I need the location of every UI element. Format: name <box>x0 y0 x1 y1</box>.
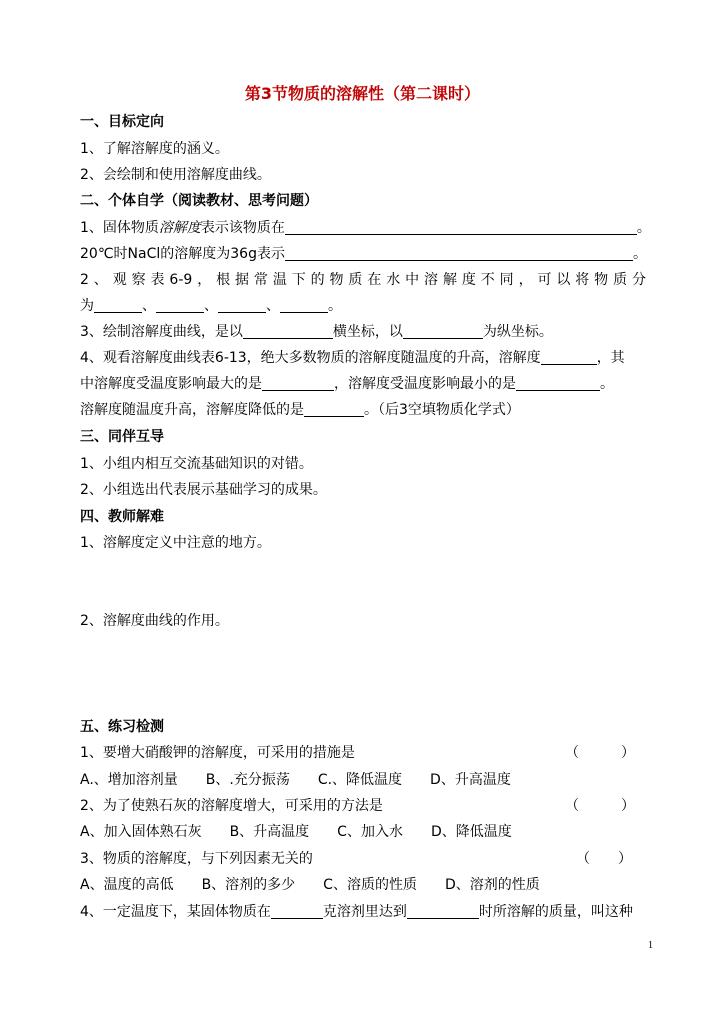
q4-line2-a: 中溶解度受温度影响最大的是 <box>80 376 262 392</box>
q3-mid: 横坐标，以 <box>332 324 403 340</box>
s2-q2-line2 <box>80 296 342 316</box>
q1-term: 溶解度 <box>158 220 201 236</box>
q2-sep-1: 、 <box>142 298 156 314</box>
s4-item-2: 2、溶解度曲线的作用。 <box>80 613 229 629</box>
s1-item-2: 2、会绘制和使用溶解度曲线。 <box>80 167 271 183</box>
q2-period: 。 <box>328 298 342 314</box>
q2-sep-2: 、 <box>204 298 218 314</box>
q2-prefix: 为 <box>80 298 94 314</box>
q4-line3-note: 。（后3空填物质化学式） <box>364 402 520 418</box>
blank-q1-definition[interactable] <box>285 219 637 235</box>
q4-prefix: 4、观看溶解度曲线表6-13，绝大多数物质的溶解度随温度的升高，溶解度 <box>80 350 541 366</box>
page-number: 1 <box>648 940 653 951</box>
section-2-heading: 二、个体自学（阅读教材、思考问题） <box>80 193 318 209</box>
blank-q1-nacl[interactable] <box>285 245 633 261</box>
blank-s5-q4-2[interactable] <box>407 903 479 919</box>
blank-q2-1[interactable] <box>94 297 142 313</box>
s3-item-1: 1、小组内相互交流基础知识的对错。 <box>80 456 313 472</box>
q4-line2-b: ，溶解度受温度影响最小的是 <box>334 376 516 392</box>
s5-q1-options: A.、增加溶剂量 B、.充分振荡 C.、降低温度 D、升高温度 <box>80 772 511 788</box>
blank-q4-4[interactable] <box>304 401 364 417</box>
s5-q3: 3、物质的溶解度，与下列因素无关的 <box>80 851 313 867</box>
s5-q3-answer-bracket[interactable]: （ ） <box>576 851 632 867</box>
page-title: 第3节物质的溶解性（第二课时） <box>244 84 481 103</box>
s4-item-1: 1、溶解度定义中注意的地方。 <box>80 535 271 551</box>
blank-q2-2[interactable] <box>156 297 204 313</box>
blank-q3-x[interactable] <box>243 323 333 339</box>
s2-q1-line1 <box>80 218 651 238</box>
q1-mid: 表示该物质在 <box>200 220 285 236</box>
blank-q4-2[interactable] <box>262 375 334 391</box>
s5-q4 <box>80 902 633 922</box>
q3-prefix: 3、绘制溶解度曲线，是以 <box>80 324 243 340</box>
q1-nacl-text: 20℃时NaCl的溶解度为36g表示 <box>80 246 285 262</box>
section-5-heading: 五、练习检测 <box>80 719 164 735</box>
s5-q4-tail: 时所溶解的质量，叫这种 <box>478 904 633 920</box>
s5-q4-mid: 克溶剂里达到 <box>322 904 407 920</box>
s5-q1-answer-bracket[interactable]: （ ） <box>565 745 635 761</box>
s5-q2-answer-bracket[interactable]: （ ） <box>565 798 635 814</box>
s2-q3 <box>80 322 553 342</box>
blank-q4-3[interactable] <box>516 375 600 391</box>
s2-q4-line1 <box>80 348 625 368</box>
s2-q1-line2 <box>80 244 647 264</box>
s2-q4-line3 <box>80 400 520 420</box>
s5-q1: 1、要增大硝酸钾的溶解度，可采用的措施是 <box>80 745 355 761</box>
s3-item-2: 2、小组选出代表展示基础学习的成果。 <box>80 482 327 498</box>
s2-q4-line2 <box>80 374 614 394</box>
blank-q2-3[interactable] <box>218 297 266 313</box>
blank-q4-1[interactable] <box>541 349 597 365</box>
s1-item-1: 1、了解溶解度的涵义。 <box>80 141 229 157</box>
s5-q2: 2、为了使熟石灰的溶解度增大，可采用的方法是 <box>80 798 383 814</box>
q3-suffix: 为纵坐标。 <box>482 324 553 340</box>
q1-nacl-period: 。 <box>632 246 647 262</box>
q1-prefix: 1、固体物质 <box>80 220 159 236</box>
blank-q2-4[interactable] <box>280 297 328 313</box>
q4-tail: ，其 <box>596 350 625 366</box>
section-1-heading: 一、目标定向 <box>80 114 164 130</box>
blank-s5-q4-1[interactable] <box>271 903 323 919</box>
blank-q3-y[interactable] <box>403 323 483 339</box>
q2-sep-3: 、 <box>266 298 280 314</box>
q4-line2-end: 。 <box>600 376 614 392</box>
s5-q2-options: A、加入固体熟石灰 B、升高温度 C、加入水 D、降低温度 <box>80 824 512 840</box>
q4-line3-a: 溶解度随温度升高，溶解度降低的是 <box>80 402 304 418</box>
q1-period: 。 <box>636 220 651 236</box>
s5-q3-options: A、温度的高低 B、溶剂的多少 C、溶质的性质 D、溶剂的性质 <box>80 877 540 893</box>
s5-q4-prefix: 4、一定温度下，某固体物质在 <box>80 904 271 920</box>
section-3-heading: 三、同伴互导 <box>80 429 164 445</box>
s2-q2-line1: 2、观察表6-9，根据常温下的物质在水中溶解度不同，可以将物质分 <box>80 272 646 288</box>
section-4-heading: 四、教师解难 <box>80 509 164 525</box>
